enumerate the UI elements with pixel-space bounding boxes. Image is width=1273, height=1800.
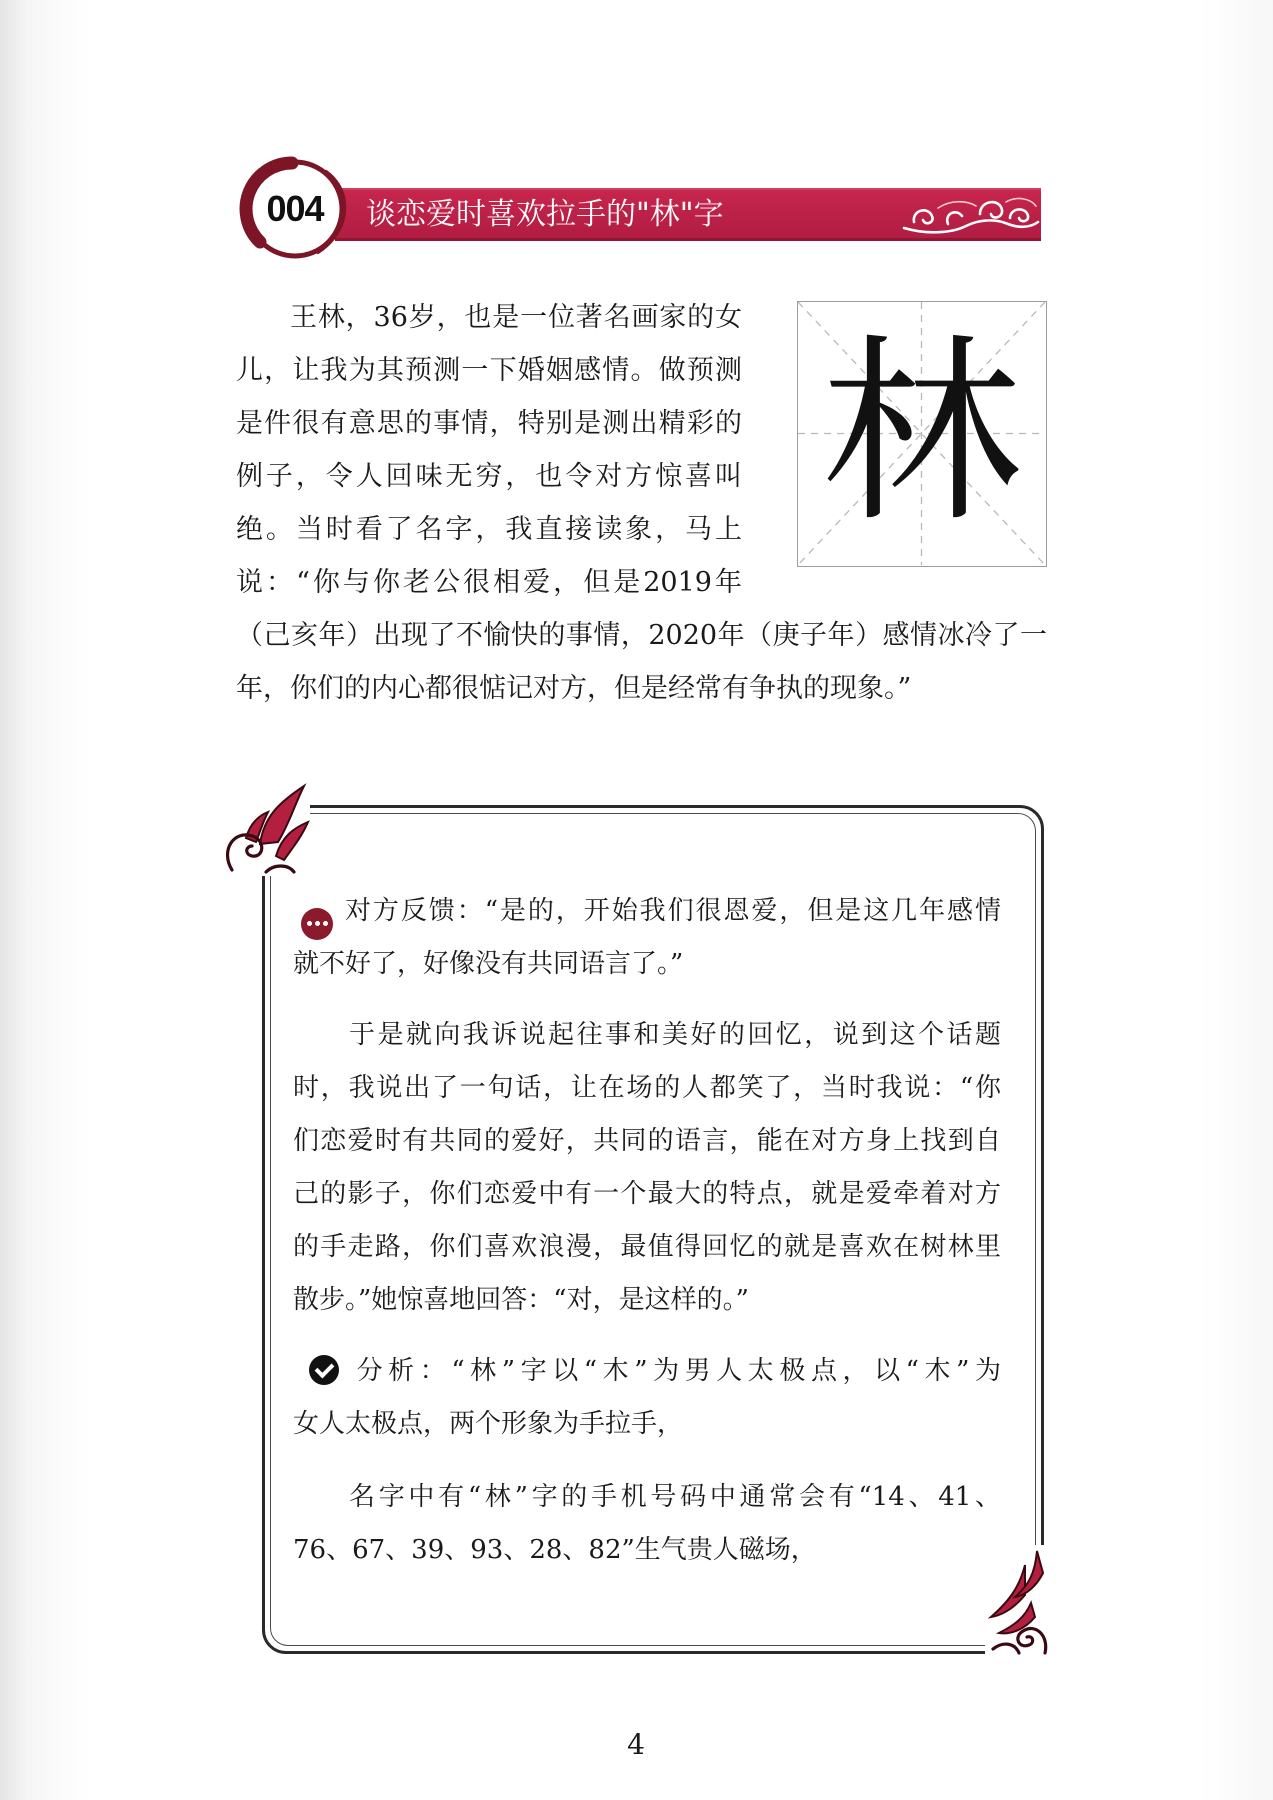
frame-content bbox=[293, 885, 1001, 1577]
chat-dots-icon bbox=[301, 908, 333, 940]
feedback-text: “是的，开始我们很恩爱，但是这几年感情 bbox=[484, 896, 1001, 926]
intro-line: 儿，让我为其预测一下婚姻感情。做预测 bbox=[236, 355, 742, 386]
story-line: 们恋爱时有共同的爱好，共同的语言，能在对方身上找到自 bbox=[293, 1126, 1001, 1156]
analysis-paragraph bbox=[293, 1345, 1001, 1451]
intro-line: 年，你们的内心都很惦记对方，但是经常有争执的现象。” bbox=[236, 673, 912, 704]
intro-line: （己亥年）出现了不愉快的事情，2020年（庚子年）感情冰冷了一 bbox=[236, 620, 1047, 651]
check-circle-icon bbox=[309, 1355, 339, 1385]
phone-paragraph bbox=[293, 1471, 1001, 1577]
intro-line: 例子，令人回味无穷，也令对方惊喜叫 bbox=[236, 461, 742, 492]
section-number: 004 bbox=[266, 188, 324, 229]
intro-line: 说：“你与你老公很相爱，但是2019年 bbox=[236, 567, 742, 598]
analysis-line bbox=[293, 1345, 1001, 1398]
story-line: 时，我说出了一句话，让在场的人都笑了，当时我说：“你 bbox=[293, 1073, 1001, 1103]
story-paragraph bbox=[293, 1009, 1001, 1327]
story-line: 的手走路，你们喜欢浪漫，最值得回忆的就是喜欢在树林里 bbox=[293, 1232, 1001, 1262]
intro-line: 是件很有意思的事情，特别是测出精彩的 bbox=[236, 408, 742, 439]
phone-line: 名字中有“林”字的手机号码中通常会有“14、41、 bbox=[349, 1482, 1001, 1512]
phone-line: 76、67、39、93、28、82”生气贵人磁场， bbox=[293, 1535, 817, 1565]
feedback-line bbox=[293, 885, 1001, 938]
feedback-line: 就不好了，好像没有共同语言了。” bbox=[293, 949, 684, 979]
intro-line: 绝。当时看了名字，我直接读象，马上 bbox=[236, 514, 742, 545]
intro-line: 王林，36岁，也是一位著名画家的女 bbox=[290, 302, 742, 333]
feedback-label: 对方反馈： bbox=[343, 896, 485, 926]
story-line: 己的影子，你们恋爱中有一个最大的特点，就是爱牵着对方 bbox=[293, 1179, 1001, 1209]
story-line: 于是就向我诉说起往事和美好的回忆，说到这个话题 bbox=[349, 1020, 1001, 1050]
flourish-ornament-icon bbox=[222, 780, 310, 876]
page-number: 4 bbox=[627, 1728, 645, 1761]
section-title: 谈恋爱时喜欢拉手的"林"字 bbox=[366, 197, 724, 232]
story-line: 散步。”她惊喜地回答：“对，是这样的。” bbox=[293, 1285, 749, 1315]
cloud-ornament-icon bbox=[898, 188, 1041, 241]
character-grid-box bbox=[797, 301, 1047, 567]
feedback-paragraph bbox=[293, 885, 1001, 991]
analysis-line: 女人太极点，两个形象为手拉手， bbox=[293, 1409, 684, 1439]
analysis-label: 分析： bbox=[351, 1356, 452, 1386]
featured-character: 林 bbox=[821, 317, 1022, 550]
analysis-text: “林”字以“木”为男人太极点，以“木”为 bbox=[451, 1356, 1001, 1386]
